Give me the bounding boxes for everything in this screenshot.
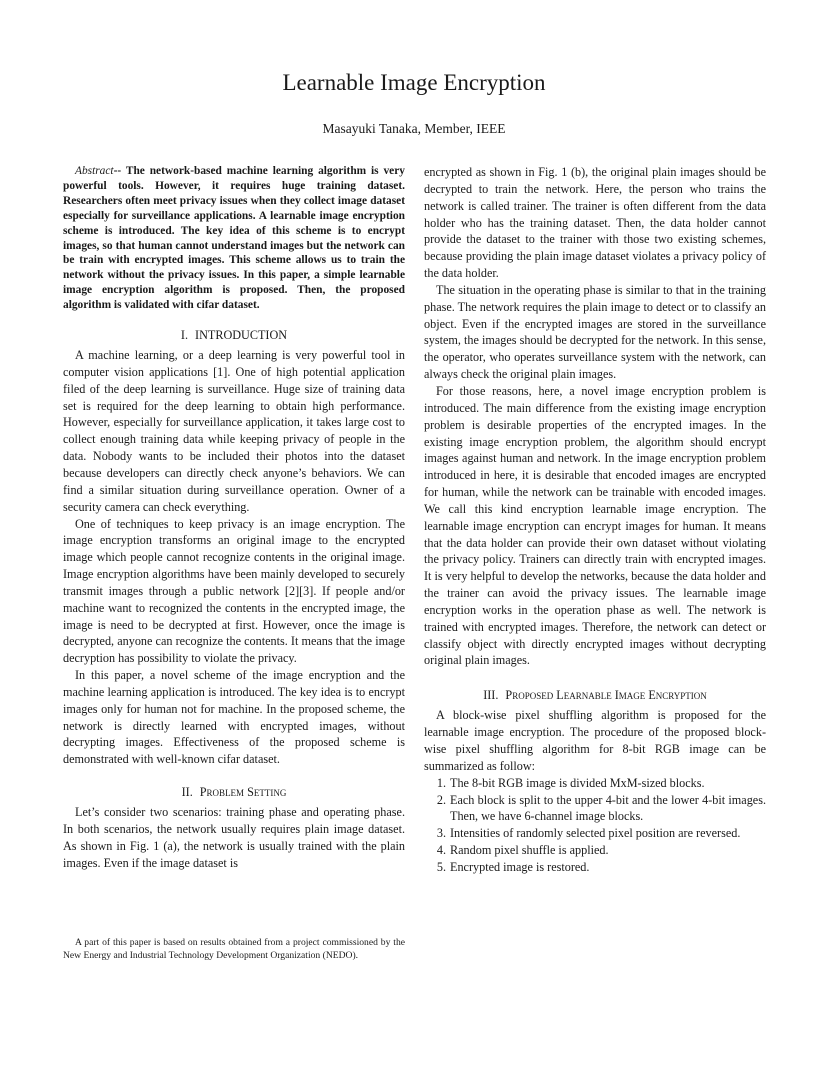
abstract-dashes: -- [113, 165, 122, 177]
paragraph-continued: encrypted as shown in Fig. 1 (b), the original plain images should be decrypted to train the network. Here, the person who trains the network is called trainer. The trainer is often different from the data holder who has the training dataset. Then, the data holder cannot provide the dataset to the trainer with those two existing schemes, because providing the plain image dataset violates a privacy policy of the data holder. [424, 165, 766, 281]
section-number: III. [483, 688, 499, 703]
section-heading-proposed [424, 687, 766, 703]
section-title: INTRODUCTION [195, 328, 288, 343]
paragraph: A machine learning, or a deep learning is very powerful tool in computer vision applications [1]. One of high potential application filed of the deep learning is surveillance. Huge size of training data set is required for the deep learning to obtain high performance. However, especially for surveillance application, it takes large cost to collect enough training data while keeping privacy of people in the data. Nobody wants to be included their photos into the dataset because developers can directly check anyone’s behaviors. We can find a similar situation during surveillance operation. Owner of a security camera can check everything. [63, 348, 405, 514]
procedure-list [424, 775, 766, 876]
paragraph: In this paper, a novel scheme of the image encryption and the machine learning application is introduced. The key idea is to encrypt images only for human not for machine. In the proposed scheme, the network is directly learned with encrypted images, without decrypting images. Effectiveness of the proposed scheme is demonstrated with well-known cifar dataset. [63, 668, 405, 767]
section-heading-introduction [63, 327, 405, 343]
paragraph: Let’s consider two scenarios: training phase and operating phase. In both scenarios, the network usually requires plain image dataset. As shown in Fig. 1 (a), the network is usually trained with the plain images. Even if the image dataset is [63, 805, 405, 870]
paragraph: A block-wise pixel shuffling algorithm is proposed for the learnable image encryption. The procedure of the proposed block-wise pixel shuffling algorithm for 8-bit RGB image can be summarized as follow: [424, 708, 766, 773]
paragraph: For those reasons, here, a novel image encryption problem is introduced. The main difference from the existing image encryption problem is desirable properties of the encrypted images. In the existing image encryption problem, the algorithm should encrypt images against human and network. In the image encryption problem introduced in here, it is desirable that encoded images are encrypted for human, while the network can be trainable with encoded images. We call this kind encryption learnable image encryption. The learnable image encryption can encrypt images for human. It means that the data holder can provide their own dataset without violating the privacy policy. Trainers can directly train with encrypted images. It is very helpful to develop the networks, because the data holder and the trainer can avoid the privacy issues. The learnable image encryption works in the operation phase as well. The network is trained with encrypted images. Therefore, the network can detect or classify object with directly encrypted images without decrypting original plain images. [424, 383, 766, 668]
list-text: The 8-bit RGB image is divided MxM-sized blocks. [450, 775, 705, 790]
section-number: II. [181, 785, 193, 800]
list-text: Intensities of randomly selected pixel position are reversed. [450, 826, 741, 841]
section-number: I. [180, 328, 189, 343]
list-item [424, 859, 766, 876]
list-item [424, 842, 766, 859]
abstract-label: Abstract [75, 165, 114, 177]
abstract-text: The network-based machine learning algorithm is very powerful tools. However, it requires huge training dataset. Researchers often meet privacy issues when they collect image dataset especially for surveillance applications. A learnable image encryption scheme is introduced. The key idea of this scheme is to encrypt images, so that human cannot understand images but the network can be train with encrypted images. This scheme allows us to train the network without the privacy issues. In this paper, a simple learnable image encryption algorithm is proposed. Then, the proposed algorithm is validated with cifar dataset. [63, 165, 405, 312]
section-title: Proposed Learnable Image Encryption [505, 688, 707, 703]
author-line: Masayuki Tanaka, Member, IEEE [322, 121, 506, 136]
section-heading-problem-setting [63, 784, 405, 800]
list-number: 5. [436, 859, 446, 874]
list-number: 3. [436, 826, 446, 841]
left-column [63, 164, 405, 872]
list-text: Each block is split to the upper 4-bit and the lower 4-bit images. Then, we have 6-channel image blocks. [450, 792, 766, 824]
list-text: Random pixel shuffle is applied. [450, 843, 609, 858]
abstract [63, 164, 405, 313]
list-number: 4. [436, 843, 446, 858]
right-column [424, 164, 766, 876]
list-item [424, 825, 766, 842]
paragraph: One of techniques to keep privacy is an image encryption. The image encryption transforms an original image to the encrypted image which people cannot recognize contents in the original image. Image encryption algorithms have been mainly developed to securely transmit images through a public network [2][3]. If people and/or machine want to recognized the contents in the encrypted image, the image is need to be decrypted at first. However, once the image is decrypted, anyone can recognize the contents. It means that the image decryption has possibility to violate the privacy. [63, 516, 405, 666]
list-text: Encrypted image is restored. [450, 859, 590, 874]
footnote: A part of this paper is based on results obtained from a project commissioned by the New Energy and Industrial Technology Development Organization (NEDO). [63, 937, 405, 961]
list-item [424, 792, 766, 826]
paper-title: Learnable Image Encryption [282, 70, 546, 95]
list-item [424, 775, 766, 792]
list-number: 2. [436, 792, 446, 807]
paragraph: The situation in the operating phase is similar to that in the training phase. The network requires the plain image to detect or to classify an object. Even if the encrypted images are stored in the surveillance system, the images should be decrypted for the network. In this sense, the operator, who operates surveillance system with the network, can always check the original plain images. [424, 282, 766, 382]
section-title: Problem Setting [199, 785, 287, 800]
list-number: 1. [436, 775, 446, 790]
